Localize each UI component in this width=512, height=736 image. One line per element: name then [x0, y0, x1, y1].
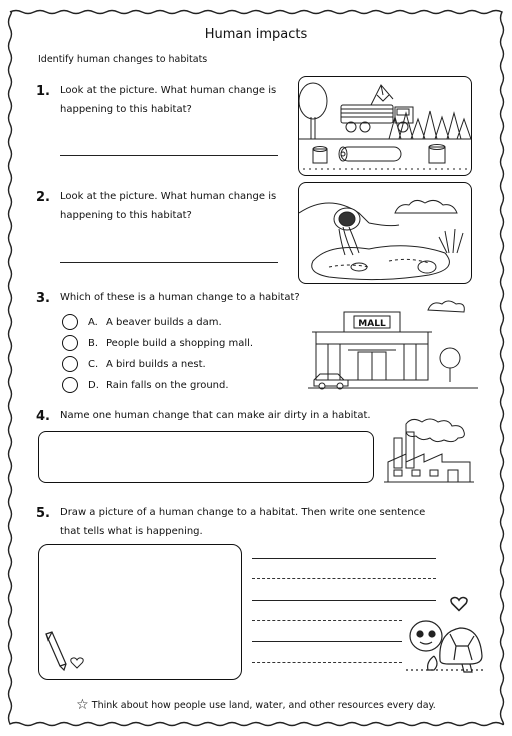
q5-text: [60, 503, 425, 541]
q5-text-line1: Draw a picture of a human change to a habitat. Then write one sentence: [60, 507, 426, 518]
option-text: A beaver builds a dam.: [106, 316, 222, 328]
footer-text: Think about how people use land, water, and other resources every day.: [91, 700, 436, 711]
radio-circle[interactable]: [62, 335, 78, 351]
q3-options: [62, 312, 253, 395]
heart-icon: [450, 596, 468, 612]
q2-text-line2: happening to this habitat?: [60, 210, 192, 221]
q1-text-line2: happening to this habitat?: [60, 104, 192, 115]
option-text: People build a shopping mall.: [106, 337, 254, 349]
q1-text: [60, 81, 276, 119]
logging-picture: [298, 76, 472, 176]
mall-sign-text: MALL: [358, 319, 386, 329]
q5-writing-line[interactable]: [252, 600, 436, 601]
option-letter: D.: [88, 379, 99, 391]
q5-text-line2: that tells what is happening.: [60, 526, 203, 537]
q3-number: 3.: [36, 291, 50, 306]
factory-smoke-illustration: [384, 418, 474, 486]
radio-circle[interactable]: [62, 314, 78, 330]
q4-number: 4.: [36, 409, 50, 424]
q1-answer-line[interactable]: [60, 155, 278, 156]
q3-option-d[interactable]: [62, 375, 253, 395]
heart-icon: [70, 654, 84, 666]
q5-writing-guide-line: [252, 620, 402, 621]
q5-writing-line[interactable]: [252, 558, 436, 559]
q3-text: Which of these is a human change to a habitat?: [60, 292, 300, 303]
q1-number: 1.: [36, 84, 50, 99]
q2-number: 2.: [36, 190, 50, 205]
q2-text-line1: Look at the picture. What human change is: [60, 191, 277, 202]
option-letter: C.: [88, 358, 99, 370]
mall-illustration: [308, 296, 478, 392]
q5-writing-guide-line: [252, 578, 436, 579]
mall-picture: [308, 296, 478, 392]
option-letter: B.: [88, 337, 99, 349]
q5-writing-guide-line: [252, 662, 402, 663]
star-icon: ☆: [76, 697, 89, 713]
q3-option-b[interactable]: [62, 333, 253, 353]
radio-circle[interactable]: [62, 377, 78, 393]
footer-tip: [0, 697, 512, 713]
pipe-pollution-illustration: [299, 183, 471, 283]
option-letter: A.: [88, 316, 98, 328]
q3-option-c[interactable]: [62, 354, 253, 374]
page-subtitle: Identify human changes to habitats: [38, 54, 208, 65]
pollution-pipe-picture: [298, 182, 472, 284]
option-text: A bird builds a nest.: [106, 358, 206, 370]
q2-text: [60, 187, 276, 225]
factory-picture: [384, 418, 474, 486]
q4-text: Name one human change that can make air dirty in a habitat.: [60, 410, 371, 421]
radio-circle[interactable]: [62, 356, 78, 372]
option-text: Rain falls on the ground.: [106, 379, 229, 391]
turtle-icon: [404, 612, 484, 674]
page-title: Human impacts: [204, 27, 308, 42]
q1-text-line1: Look at the picture. What human change is: [60, 85, 277, 96]
q4-answer-box[interactable]: [38, 431, 374, 483]
q5-writing-line[interactable]: [252, 641, 402, 642]
logging-scene-illustration: [299, 77, 471, 175]
q5-number: 5.: [36, 506, 50, 521]
q2-answer-line[interactable]: [60, 262, 278, 263]
q3-option-a[interactable]: [62, 312, 253, 332]
